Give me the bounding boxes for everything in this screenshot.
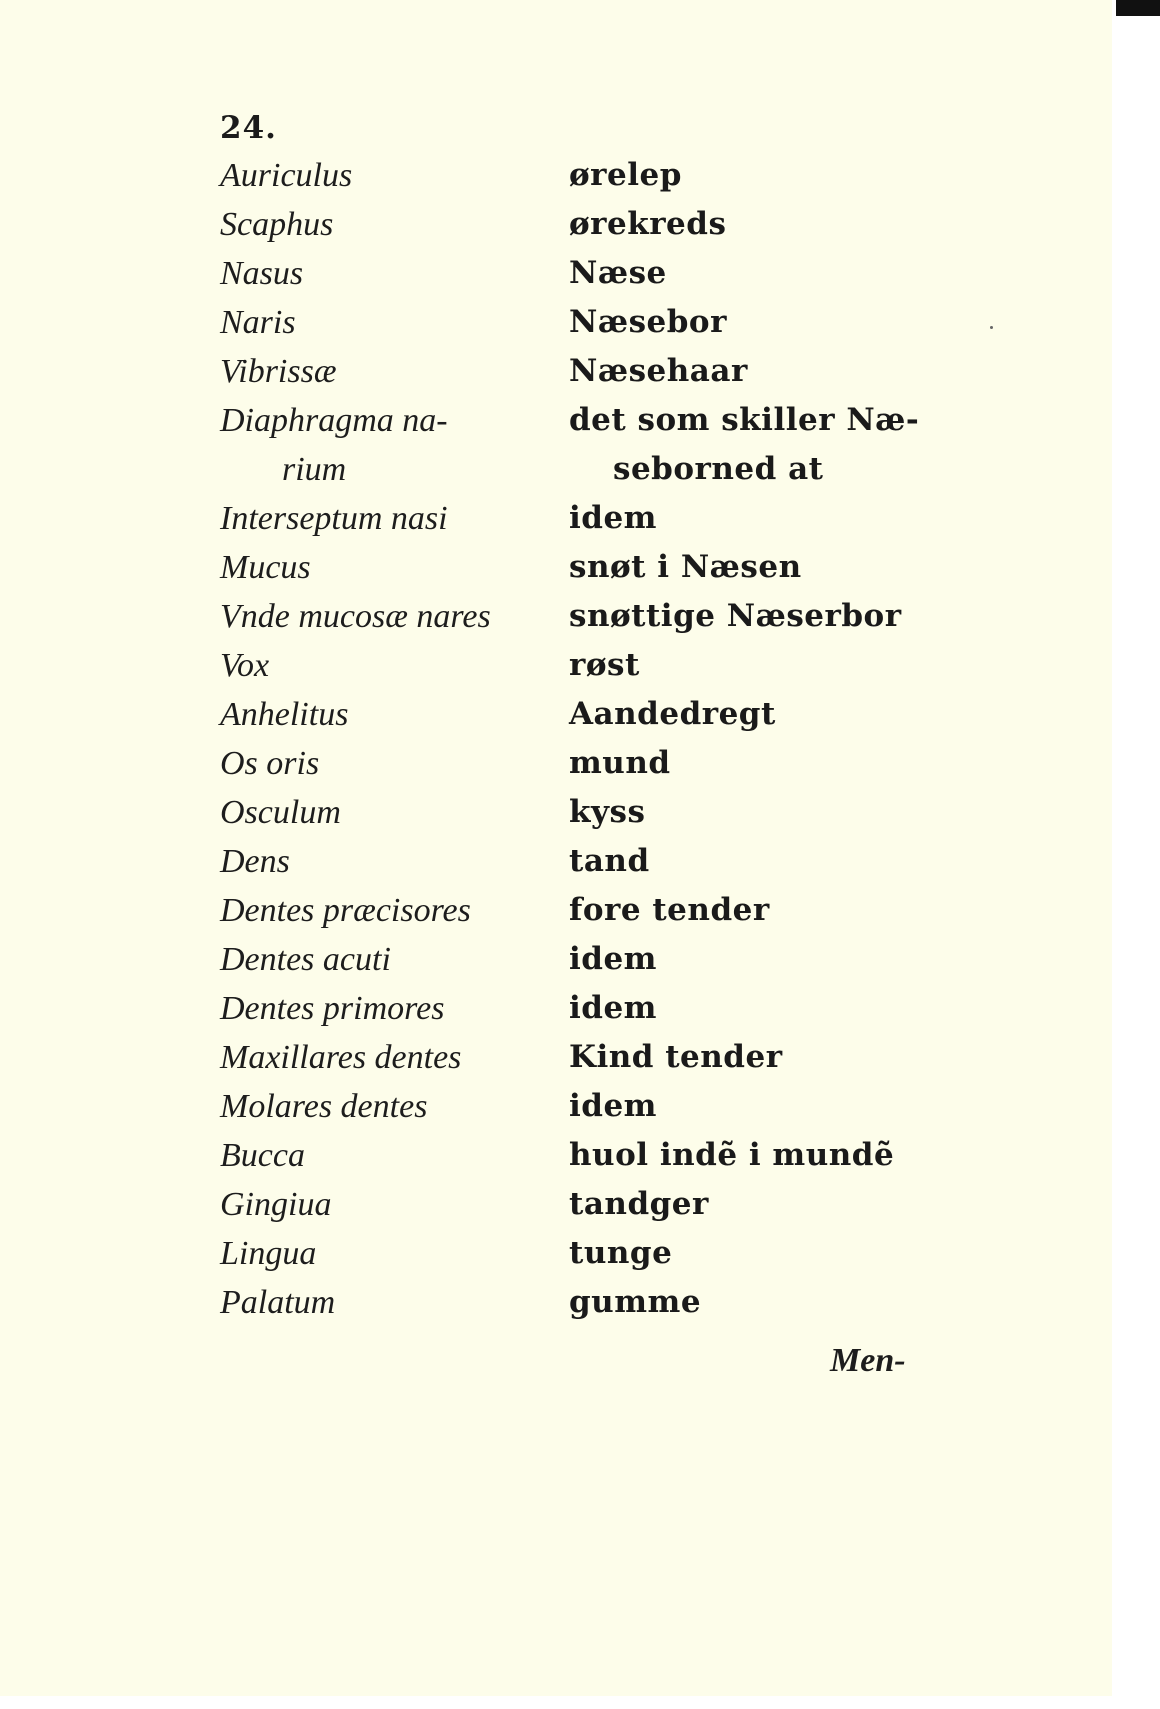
danish-term: røst xyxy=(569,647,640,683)
latin-term: Anhelitus xyxy=(220,696,349,733)
glossary-entry xyxy=(0,1180,1112,1229)
page-number: 24. xyxy=(220,110,277,146)
danish-term: Aandedregt xyxy=(569,696,776,732)
glossary-entry xyxy=(0,200,1112,249)
glossary-entry xyxy=(0,788,1112,837)
glossary-entry xyxy=(0,739,1112,788)
danish-term-continuation: seborned at xyxy=(613,451,824,487)
glossary-entry xyxy=(0,249,1112,298)
latin-term: Palatum xyxy=(220,1284,336,1321)
danish-term: Næse xyxy=(569,255,667,291)
latin-term: Naris xyxy=(220,304,296,341)
latin-term: Dens xyxy=(220,843,290,880)
latin-term: Vox xyxy=(220,647,270,684)
latin-term: Lingua xyxy=(220,1235,317,1272)
danish-term: idem xyxy=(569,1088,657,1124)
latin-term: Vibrissæ xyxy=(220,353,337,390)
glossary-entry xyxy=(0,396,1112,494)
glossary-entry xyxy=(0,1229,1112,1278)
latin-term: Vnde mucosæ nares xyxy=(220,598,491,635)
glossary-entry xyxy=(0,886,1112,935)
danish-term: Kind tender xyxy=(569,1039,783,1075)
danish-term: snøttige Næserbor xyxy=(569,598,902,634)
glossary-entry xyxy=(0,592,1112,641)
latin-term: Scaphus xyxy=(220,206,334,243)
latin-term-continuation: rium xyxy=(282,451,347,488)
danish-term: Næsebor xyxy=(569,304,727,340)
danish-term: ørekreds xyxy=(569,206,727,242)
danish-term: fore tender xyxy=(569,892,770,928)
latin-term: Os oris xyxy=(220,745,320,782)
latin-term: Bucca xyxy=(220,1137,305,1174)
latin-term: Nasus xyxy=(220,255,304,292)
catchword: Men- xyxy=(830,1342,906,1379)
danish-term: snøt i Næsen xyxy=(569,549,802,585)
glossary-entry xyxy=(0,494,1112,543)
ink-speck xyxy=(990,326,993,329)
danish-term: tandger xyxy=(569,1186,709,1222)
latin-term: Mucus xyxy=(220,549,311,586)
glossary-entry xyxy=(0,347,1112,396)
glossary-entry xyxy=(0,1278,1112,1327)
latin-term: Dentes acuti xyxy=(220,941,391,978)
latin-term: Molares dentes xyxy=(220,1088,428,1125)
danish-term: idem xyxy=(569,990,657,1026)
glossary-entry xyxy=(0,298,1112,347)
latin-term: Diaphragma na- xyxy=(220,402,448,439)
danish-term: tunge xyxy=(569,1235,673,1271)
danish-term: tand xyxy=(569,843,650,879)
latin-term: Dentes primores xyxy=(220,990,445,1027)
glossary-entry xyxy=(0,641,1112,690)
scan-edge-mark xyxy=(1116,0,1160,16)
danish-term: idem xyxy=(569,941,657,977)
glossary-entry xyxy=(0,151,1112,200)
glossary-entry xyxy=(0,1131,1112,1180)
danish-term: kyss xyxy=(569,794,646,830)
latin-term: Gingiua xyxy=(220,1186,332,1223)
latin-term: Maxillares dentes xyxy=(220,1039,462,1076)
danish-term: mund xyxy=(569,745,671,781)
danish-term: gumme xyxy=(569,1284,702,1320)
glossary-entry xyxy=(0,984,1112,1033)
latin-term: Dentes præcisores xyxy=(220,892,471,929)
latin-term: Interseptum nasi xyxy=(220,500,448,537)
glossary-entry xyxy=(0,543,1112,592)
glossary-entry xyxy=(0,690,1112,739)
glossary-entry xyxy=(0,837,1112,886)
glossary-entry xyxy=(0,1033,1112,1082)
latin-term: Osculum xyxy=(220,794,341,831)
danish-term: Næsehaar xyxy=(569,353,748,389)
latin-term: Auriculus xyxy=(220,157,353,194)
danish-term: ørelep xyxy=(569,157,682,193)
glossary-entry xyxy=(0,1082,1112,1131)
danish-term: det som skiller Næ- xyxy=(569,402,920,438)
glossary-entry xyxy=(0,935,1112,984)
danish-term: huol indẽ i mundẽ xyxy=(569,1137,895,1173)
danish-term: idem xyxy=(569,500,657,536)
